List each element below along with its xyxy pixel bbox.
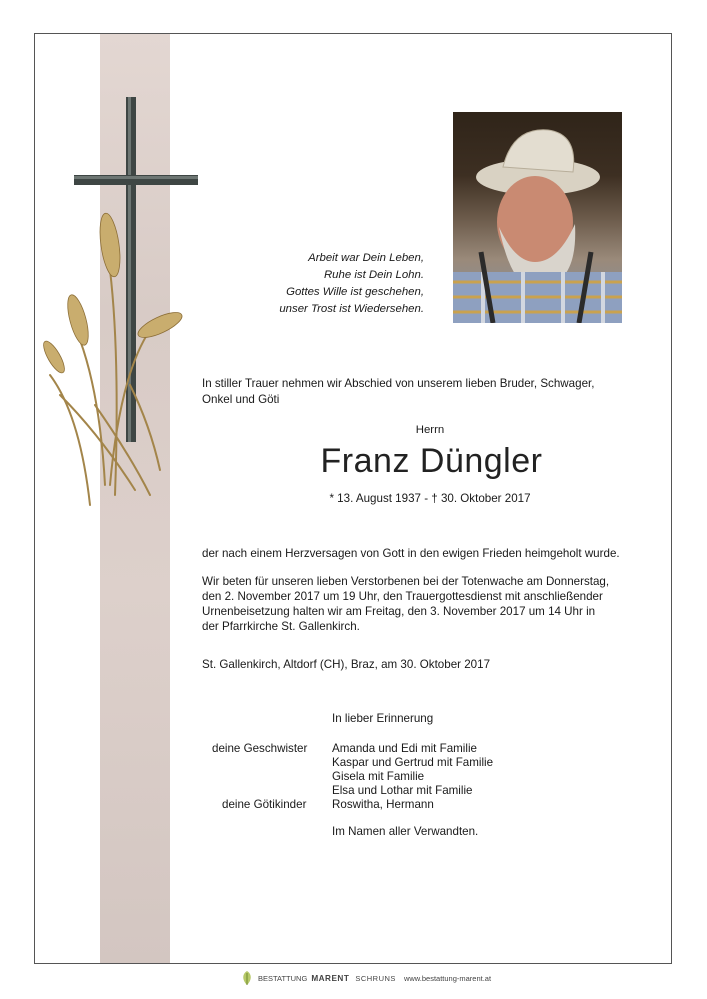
- mourners-heading: In lieber Erinnerung: [332, 712, 434, 725]
- salutation: Herrn: [415, 424, 445, 436]
- life-dates: * 13. August 1937 - † 30. Oktober 2017: [329, 492, 531, 505]
- place-date: St. Gallenkirch, Altdorf (CH), Braz, am 30. Oktober 2017: [202, 658, 491, 671]
- poem-line: Arbeit war Dein Leben,: [308, 252, 424, 264]
- sibling-entry: Kaspar und Gertrud mit Familie: [332, 756, 494, 769]
- sibling-entry: Elsa und Lothar mit Familie: [332, 784, 473, 797]
- deceased-name: Franz Düngler: [320, 442, 543, 480]
- footer-website: www.bestattung-marent.at: [403, 973, 492, 983]
- service-text-line: der Pfarrkirche St. Gallenkirch.: [202, 620, 360, 633]
- poem-line: Gottes Wille ist geschehen,: [286, 286, 424, 298]
- leaf-logo-icon: [240, 970, 254, 986]
- sibling-entry: Gisela mit Familie: [332, 770, 425, 783]
- footer-town: SCHRUNS: [355, 973, 396, 983]
- portrait-photo: [453, 112, 622, 323]
- service-text-line: Urnenbeisetzung halten wir am Freitag, den 3. November 2017 um 14 Uhr in: [202, 605, 596, 618]
- intro-text-line1: In stiller Trauer nehmen wir Abschied von unserem lieben Bruder, Schwager,: [202, 377, 595, 390]
- closing-text: Im Namen aller Verwandten.: [332, 825, 479, 838]
- memorial-poem: [279, 250, 424, 318]
- godchildren-names: Roswitha, Hermann: [332, 798, 434, 811]
- siblings-label: deine Geschwister: [212, 742, 308, 755]
- sibling-entry: Amanda und Edi mit Familie: [332, 742, 477, 755]
- footer-brand-prefix: BESTATTUNG: [258, 973, 308, 983]
- intro-text-line2: Onkel und Göti: [202, 393, 280, 406]
- poem-line: unser Trost ist Wiedersehen.: [279, 303, 424, 315]
- funeral-home-footer: [240, 968, 491, 988]
- cause-text: der nach einem Herzversagen von Gott in den ewigen Frieden heimgeholt wurde.: [202, 547, 620, 560]
- footer-brand-name: MARENT: [311, 973, 350, 983]
- service-text-line: den 2. November 2017 um 19 Uhr, den Trauergottesdienst mit anschließender: [202, 590, 603, 603]
- poem-line: Ruhe ist Dein Lohn.: [323, 269, 424, 281]
- godchildren-label: deine Götikinder: [222, 798, 307, 811]
- service-text-line: Wir beten für unseren lieben Verstorbenen bei der Totenwache am Donnerstag,: [202, 575, 610, 588]
